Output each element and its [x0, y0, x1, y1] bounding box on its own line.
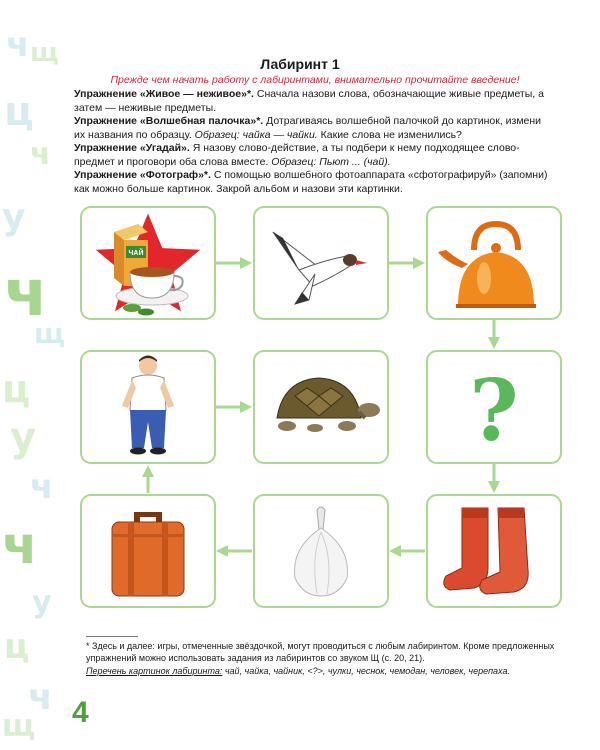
maze-tile-man [80, 350, 216, 464]
maze-tile-kettle [426, 206, 562, 320]
strip-letter: щ [30, 38, 59, 68]
arrow-head-icon [389, 545, 401, 557]
exercise-item [74, 88, 554, 115]
strip-letter: у [2, 197, 26, 238]
maze-tile-question [426, 350, 562, 464]
exercise-text: Дотрагиваясь волшебной палочкой до картинок, измени их названия по образцу. [74, 115, 542, 141]
strip-letter: ч [28, 677, 53, 718]
strip-letter: ч [30, 137, 51, 172]
strip-letter: щ [34, 317, 65, 350]
tea-box-label: ЧАЙ [128, 250, 144, 257]
question-mark-icon [428, 352, 560, 462]
maze-tile-turtle [253, 350, 389, 464]
strip-letter: ц [4, 89, 34, 135]
strip-letter: у [32, 585, 52, 620]
arrow-head-icon [488, 481, 500, 493]
turtle-picture-icon [255, 352, 387, 462]
exercise-example: Образец: Пьют ... (чай). [271, 155, 391, 168]
strip-letter: ч [30, 467, 54, 507]
question-mark: ? [469, 361, 519, 460]
strip-letter: ч [6, 25, 30, 65]
arrow-head-icon [142, 465, 154, 477]
maze-tile-gull [253, 206, 389, 320]
exercise-name: Упражнение «Живое — неживое»*. [74, 88, 254, 100]
man-picture-icon [82, 352, 214, 462]
footnote-divider [86, 636, 138, 637]
exercise-name: Упражнение «Фотограф»*. [74, 169, 211, 181]
exercise-text: Сначала назови слова, обозначающие живые предметы, а затем — неживые предметы. [74, 88, 544, 114]
arrow-head-icon [488, 337, 500, 349]
page-number: 4 [72, 696, 89, 729]
exercise-text: С помощью волшебного фотоаппарата «сфотографируй» (запомни) как можно больше картинок. Закрой альбом и назови эти картинки. [74, 169, 548, 195]
socks-picture-icon [428, 496, 560, 606]
exercise-item [74, 115, 554, 142]
suitcase-picture-icon [82, 496, 214, 606]
picture-list-items: чай, чайка, чайник, <?>, чулки, чеснок, чемодан, человек, черепаха. [224, 666, 510, 676]
arrow-head-icon [240, 401, 252, 413]
strip-letter: ц [2, 367, 31, 411]
maze-tile-socks [426, 494, 562, 608]
strip-letter: ц [4, 627, 30, 667]
strip-letter: ч [2, 516, 38, 576]
strip-letter: у [10, 415, 37, 461]
strip-letter: ч [4, 257, 48, 331]
exercise-tail: Какие слова не изменились? [320, 128, 462, 141]
intro-warning: Прежде чем начать работу с лабиринтами, внимательно прочитайте введение! [110, 74, 520, 86]
tea-picture-icon [82, 208, 214, 318]
exercise-item [74, 142, 554, 169]
footnote: * Здесь и далее: игры, отмеченные звёздочкой, могут проводиться с любым лабиринтом. Кроме предложенных упражнений можно использовать задания из лабиринтов со звуком Щ (с. 20, 21). [86, 641, 555, 663]
exercise-item [74, 169, 554, 196]
strip-letter: щ [2, 709, 36, 744]
maze-tile-suitcase [80, 494, 216, 608]
exercise-text: Я назову слово-действие, а ты подбери к нему подходящее слово-предмет и проговори оба слова вместе. [74, 142, 520, 168]
arrow-head-icon [240, 257, 252, 269]
maze-tile-tea [80, 206, 216, 320]
exercise-list [74, 88, 554, 196]
garlic-picture-icon [255, 496, 387, 606]
page-title: Лабиринт 1 [260, 56, 340, 72]
gull-picture-icon [255, 208, 387, 318]
exercise-example: Образец: чайка — чайки. [194, 128, 318, 141]
picture-list-label: Перечень картинок лабиринта: [86, 666, 223, 676]
picture-list [86, 666, 556, 676]
arrow-head-icon [216, 545, 228, 557]
kettle-picture-icon [428, 208, 560, 318]
exercise-name: Упражнение «Волшебная палочка»*. [74, 115, 264, 127]
exercise-name: Упражнение «Угадай». [74, 142, 190, 154]
decorative-letter-strip [0, 0, 65, 750]
arrow-head-icon [413, 257, 425, 269]
maze-tile-garlic [253, 494, 389, 608]
